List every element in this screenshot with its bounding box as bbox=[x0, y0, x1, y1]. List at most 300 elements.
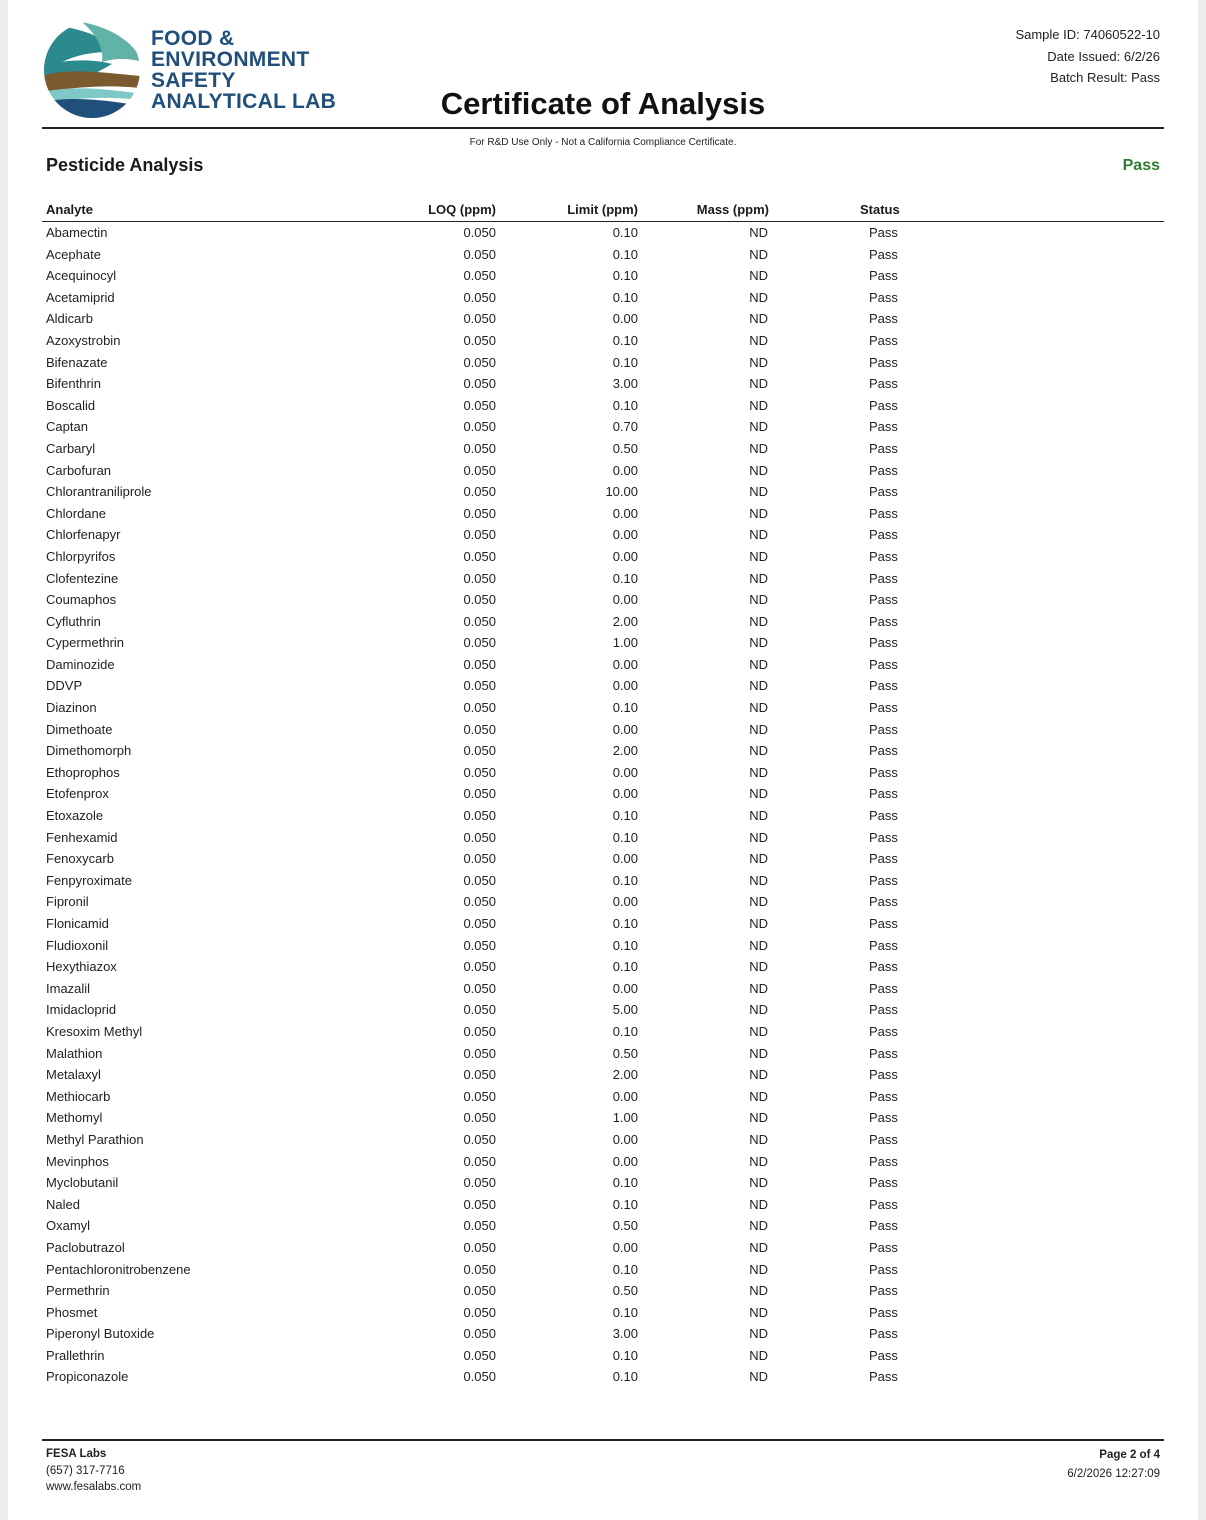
loq-cell: 0.050 bbox=[463, 1261, 496, 1277]
status-cell: Pass bbox=[869, 829, 898, 845]
loq-cell: 0.050 bbox=[463, 440, 496, 456]
analyte-cell: Fipronil bbox=[46, 894, 89, 910]
status-cell: Pass bbox=[869, 332, 898, 348]
footer-contact bbox=[46, 1446, 141, 1496]
limit-cell: 0.10 bbox=[612, 700, 638, 716]
section-title: Pesticide Analysis bbox=[46, 155, 204, 175]
status-cell: Pass bbox=[869, 1045, 898, 1061]
status-cell: Pass bbox=[869, 959, 898, 975]
limit-cell: 0.00 bbox=[612, 527, 638, 543]
sample-meta bbox=[1015, 24, 1160, 89]
limit-cell: 0.10 bbox=[612, 246, 638, 262]
table-row bbox=[42, 481, 1164, 503]
mass-cell: ND bbox=[749, 1261, 768, 1277]
mass-cell: ND bbox=[749, 332, 768, 348]
document-page bbox=[8, 0, 1198, 1520]
table-row bbox=[42, 632, 1164, 654]
table-row bbox=[42, 1107, 1164, 1129]
limit-cell: 0.50 bbox=[612, 1218, 638, 1234]
analyte-cell: Fenoxycarb bbox=[46, 851, 114, 867]
mass-cell: ND bbox=[749, 1239, 768, 1255]
table-row bbox=[42, 675, 1164, 697]
loq-cell: 0.050 bbox=[463, 613, 496, 629]
logo-line: ENVIRONMENT bbox=[151, 48, 310, 71]
mass-cell: ND bbox=[749, 656, 768, 672]
status-cell: Pass bbox=[869, 1023, 898, 1039]
loq-cell: 0.050 bbox=[463, 743, 496, 759]
loq-cell: 0.050 bbox=[463, 1131, 496, 1147]
limit-cell: 0.00 bbox=[612, 462, 638, 478]
analyte-cell: Daminozide bbox=[46, 656, 115, 672]
column-header-limit: Limit (ppm) bbox=[567, 202, 638, 217]
status-cell: Pass bbox=[869, 700, 898, 716]
mass-cell: ND bbox=[749, 1175, 768, 1191]
analyte-cell: Permethrin bbox=[46, 1283, 110, 1299]
analyte-cell: Oxamyl bbox=[46, 1218, 91, 1234]
limit-cell: 0.10 bbox=[612, 570, 638, 586]
loq-cell: 0.050 bbox=[463, 656, 496, 672]
analyte-cell: Clofentezine bbox=[46, 570, 119, 586]
analyte-cell: Chlorpyrifos bbox=[46, 548, 116, 564]
status-cell: Pass bbox=[869, 505, 898, 521]
table-row bbox=[42, 783, 1164, 805]
loq-cell: 0.050 bbox=[463, 1153, 496, 1169]
limit-cell: 0.50 bbox=[612, 440, 638, 456]
table-row bbox=[42, 1194, 1164, 1216]
status-cell: Pass bbox=[869, 656, 898, 672]
analyte-cell: Propiconazole bbox=[46, 1369, 129, 1385]
loq-cell: 0.050 bbox=[463, 505, 496, 521]
limit-cell: 0.10 bbox=[612, 808, 638, 824]
table-row bbox=[42, 1086, 1164, 1108]
table-row bbox=[42, 265, 1164, 287]
table-row bbox=[42, 1043, 1164, 1065]
status-cell: Pass bbox=[869, 980, 898, 996]
mass-cell: ND bbox=[749, 1110, 768, 1126]
header-divider bbox=[42, 127, 1164, 129]
status-cell: Pass bbox=[869, 1002, 898, 1018]
table-row bbox=[42, 287, 1164, 309]
limit-cell: 1.00 bbox=[612, 635, 638, 651]
status-cell: Pass bbox=[869, 916, 898, 931]
status-cell: Pass bbox=[869, 1218, 898, 1234]
table-row bbox=[42, 1151, 1164, 1173]
table-row bbox=[42, 891, 1164, 913]
table-row bbox=[42, 395, 1164, 417]
limit-cell: 0.70 bbox=[612, 419, 638, 435]
table-row bbox=[42, 373, 1164, 395]
mass-cell: ND bbox=[749, 592, 768, 608]
analyte-cell: Methomyl bbox=[46, 1110, 103, 1126]
limit-cell: 10.00 bbox=[605, 484, 638, 500]
table-row bbox=[42, 416, 1164, 438]
limit-cell: 1.00 bbox=[612, 1110, 638, 1126]
loq-cell: 0.050 bbox=[463, 959, 496, 975]
status-cell: Pass bbox=[869, 1304, 898, 1320]
logo-line: FOOD & bbox=[151, 27, 235, 50]
limit-cell: 0.00 bbox=[612, 311, 638, 327]
analyte-cell: Azoxystrobin bbox=[46, 332, 121, 348]
loq-cell: 0.050 bbox=[463, 700, 496, 716]
table-row bbox=[42, 222, 1164, 244]
loq-cell: 0.050 bbox=[463, 678, 496, 694]
analyte-cell: Mevinphos bbox=[46, 1153, 109, 1169]
loq-cell: 0.050 bbox=[463, 570, 496, 586]
table-row bbox=[42, 568, 1164, 590]
analyte-cell: Chlorfenapyr bbox=[46, 527, 121, 543]
status-cell: Pass bbox=[869, 786, 898, 802]
column-header-loq: LOQ (ppm) bbox=[428, 202, 496, 217]
status-cell: Pass bbox=[869, 1067, 898, 1083]
mass-cell: ND bbox=[749, 376, 768, 392]
limit-cell: 0.00 bbox=[612, 1239, 638, 1255]
loq-cell: 0.050 bbox=[463, 1304, 496, 1320]
table-row bbox=[42, 1280, 1164, 1302]
analyte-cell: Kresoxim Methyl bbox=[46, 1023, 143, 1039]
status-cell: Pass bbox=[869, 1283, 898, 1299]
analyte-cell: Malathion bbox=[46, 1045, 103, 1061]
table-row bbox=[42, 503, 1164, 525]
mass-cell: ND bbox=[749, 311, 768, 327]
loq-cell: 0.050 bbox=[463, 1002, 496, 1018]
analyte-cell: Flonicamid bbox=[46, 916, 109, 931]
limit-cell: 2.00 bbox=[612, 613, 638, 629]
analyte-cell: Imazalil bbox=[46, 980, 91, 996]
status-cell: Pass bbox=[869, 246, 898, 262]
limit-cell: 0.00 bbox=[612, 894, 638, 910]
analyte-cell: Metalaxyl bbox=[46, 1067, 101, 1083]
status-cell: Pass bbox=[869, 527, 898, 543]
print-timestamp: 6/2/2026 12:27:09 bbox=[1067, 1468, 1160, 1480]
status-cell: Pass bbox=[869, 354, 898, 370]
mass-cell: ND bbox=[749, 440, 768, 456]
limit-cell: 0.10 bbox=[612, 289, 638, 305]
mass-cell: ND bbox=[749, 1131, 768, 1147]
mass-cell: ND bbox=[749, 635, 768, 651]
status-cell: Pass bbox=[869, 225, 898, 240]
mass-cell: ND bbox=[749, 872, 768, 888]
status-cell: Pass bbox=[869, 376, 898, 392]
mass-cell: ND bbox=[749, 289, 768, 305]
mass-cell: ND bbox=[749, 916, 768, 931]
analyte-cell: Naled bbox=[46, 1196, 80, 1212]
mass-cell: ND bbox=[749, 1347, 768, 1363]
sample-id: Sample ID: 74060522-10 bbox=[1015, 27, 1160, 42]
status-cell: Pass bbox=[869, 592, 898, 608]
loq-cell: 0.050 bbox=[463, 764, 496, 780]
mass-cell: ND bbox=[749, 851, 768, 867]
table-row bbox=[42, 1172, 1164, 1194]
loq-cell: 0.050 bbox=[463, 527, 496, 543]
table-row bbox=[42, 308, 1164, 330]
analyte-cell: Bifenthrin bbox=[46, 376, 101, 392]
limit-cell: 0.10 bbox=[612, 268, 638, 284]
loq-cell: 0.050 bbox=[463, 1347, 496, 1363]
table-row bbox=[42, 848, 1164, 870]
table-row bbox=[42, 1129, 1164, 1151]
table-row bbox=[42, 1064, 1164, 1086]
loq-cell: 0.050 bbox=[463, 1088, 496, 1104]
table-row bbox=[42, 1345, 1164, 1367]
loq-cell: 0.050 bbox=[463, 225, 496, 240]
analyte-cell: Hexythiazox bbox=[46, 959, 117, 975]
mass-cell: ND bbox=[749, 484, 768, 500]
limit-cell: 0.00 bbox=[612, 1153, 638, 1169]
table-header bbox=[42, 202, 1164, 222]
loq-cell: 0.050 bbox=[463, 592, 496, 608]
loq-cell: 0.050 bbox=[463, 786, 496, 802]
limit-cell: 0.10 bbox=[612, 1023, 638, 1039]
analyte-cell: Coumaphos bbox=[46, 592, 117, 608]
loq-cell: 0.050 bbox=[463, 872, 496, 888]
logo-line: SAFETY bbox=[151, 69, 236, 92]
loq-cell: 0.050 bbox=[463, 808, 496, 824]
mass-cell: ND bbox=[749, 1326, 768, 1342]
limit-cell: 0.10 bbox=[612, 1261, 638, 1277]
limit-cell: 3.00 bbox=[612, 1326, 638, 1342]
mass-cell: ND bbox=[749, 808, 768, 824]
analyte-cell: Methyl Parathion bbox=[46, 1131, 144, 1147]
analyte-cell: Acephate bbox=[46, 246, 101, 262]
limit-cell: 0.00 bbox=[612, 786, 638, 802]
loq-cell: 0.050 bbox=[463, 916, 496, 931]
status-cell: Pass bbox=[869, 678, 898, 694]
table-row bbox=[42, 589, 1164, 611]
table-row bbox=[42, 1259, 1164, 1281]
status-cell: Pass bbox=[869, 1175, 898, 1191]
mass-cell: ND bbox=[749, 246, 768, 262]
analyte-cell: Etoxazole bbox=[46, 808, 104, 824]
mass-cell: ND bbox=[749, 894, 768, 910]
status-cell: Pass bbox=[869, 851, 898, 867]
results-table-body bbox=[42, 222, 1164, 1388]
limit-cell: 0.50 bbox=[612, 1045, 638, 1061]
column-header-mass: Mass (ppm) bbox=[696, 202, 769, 217]
mass-cell: ND bbox=[749, 613, 768, 629]
limit-cell: 0.10 bbox=[612, 397, 638, 413]
table-row bbox=[42, 935, 1164, 957]
page-number: Page 2 of 4 bbox=[1099, 1449, 1160, 1461]
analyte-cell: Boscalid bbox=[46, 397, 96, 413]
table-row bbox=[42, 870, 1164, 892]
footer-divider bbox=[42, 1439, 1164, 1441]
analyte-cell: Carbaryl bbox=[46, 440, 96, 456]
limit-cell: 0.00 bbox=[612, 505, 638, 521]
status-cell: Pass bbox=[869, 937, 898, 953]
mass-cell: ND bbox=[749, 786, 768, 802]
status-cell: Pass bbox=[869, 462, 898, 478]
analyte-cell: Phosmet bbox=[46, 1304, 98, 1320]
table-row bbox=[42, 805, 1164, 827]
loq-cell: 0.050 bbox=[463, 1218, 496, 1234]
loq-cell: 0.050 bbox=[463, 721, 496, 737]
loq-cell: 0.050 bbox=[463, 289, 496, 305]
analyte-cell: Chlordane bbox=[46, 505, 106, 521]
analyte-cell: Etofenprox bbox=[46, 786, 109, 802]
table-row bbox=[42, 244, 1164, 266]
analyte-cell: Chlorantraniliprole bbox=[46, 484, 152, 500]
loq-cell: 0.050 bbox=[463, 635, 496, 651]
analyte-cell: Cyfluthrin bbox=[46, 613, 101, 629]
analyte-cell: Carbofuran bbox=[46, 462, 112, 478]
limit-cell: 0.00 bbox=[612, 678, 638, 694]
limit-cell: 0.00 bbox=[612, 721, 638, 737]
limit-cell: 0.10 bbox=[612, 937, 638, 953]
table-row bbox=[42, 999, 1164, 1021]
loq-cell: 0.050 bbox=[463, 894, 496, 910]
table-row bbox=[42, 1237, 1164, 1259]
limit-cell: 0.10 bbox=[612, 225, 638, 240]
loq-cell: 0.050 bbox=[463, 1045, 496, 1061]
analyte-cell: Abamectin bbox=[46, 225, 108, 240]
mass-cell: ND bbox=[749, 980, 768, 996]
status-cell: Pass bbox=[869, 484, 898, 500]
table-row bbox=[42, 740, 1164, 762]
table-row bbox=[42, 1366, 1164, 1388]
limit-cell: 2.00 bbox=[612, 1067, 638, 1083]
mass-cell: ND bbox=[749, 1218, 768, 1234]
status-cell: Pass bbox=[869, 1153, 898, 1169]
column-header-status: Status bbox=[860, 202, 900, 217]
limit-cell: 0.00 bbox=[612, 656, 638, 672]
table-row bbox=[42, 1215, 1164, 1237]
mass-cell: ND bbox=[749, 354, 768, 370]
mass-cell: ND bbox=[749, 937, 768, 953]
loq-cell: 0.050 bbox=[463, 376, 496, 392]
mass-cell: ND bbox=[749, 1153, 768, 1169]
status-cell: Pass bbox=[869, 635, 898, 651]
mass-cell: ND bbox=[749, 1304, 768, 1320]
column-header-analyte: Analyte bbox=[46, 202, 93, 217]
limit-cell: 0.10 bbox=[612, 829, 638, 845]
limit-cell: 0.00 bbox=[612, 764, 638, 780]
limit-cell: 0.00 bbox=[612, 1088, 638, 1104]
status-cell: Pass bbox=[869, 1131, 898, 1147]
status-cell: Pass bbox=[869, 743, 898, 759]
mass-cell: ND bbox=[749, 829, 768, 845]
status-cell: Pass bbox=[869, 764, 898, 780]
table-row bbox=[42, 719, 1164, 741]
status-cell: Pass bbox=[869, 1239, 898, 1255]
limit-cell: 0.10 bbox=[612, 1304, 638, 1320]
table-row bbox=[42, 762, 1164, 784]
limit-cell: 0.10 bbox=[612, 916, 638, 931]
limit-cell: 0.10 bbox=[612, 1347, 638, 1363]
loq-cell: 0.050 bbox=[463, 268, 496, 284]
company-website: www.fesalabs.com bbox=[46, 1481, 142, 1493]
status-cell: Pass bbox=[869, 289, 898, 305]
mass-cell: ND bbox=[749, 527, 768, 543]
limit-cell: 0.10 bbox=[612, 959, 638, 975]
mass-cell: ND bbox=[749, 678, 768, 694]
mass-cell: ND bbox=[749, 1088, 768, 1104]
loq-cell: 0.050 bbox=[463, 246, 496, 262]
table-row bbox=[42, 546, 1164, 568]
mass-cell: ND bbox=[749, 1067, 768, 1083]
table-row bbox=[42, 438, 1164, 460]
limit-cell: 0.00 bbox=[612, 1131, 638, 1147]
mass-cell: ND bbox=[749, 764, 768, 780]
loq-cell: 0.050 bbox=[463, 937, 496, 953]
table-row bbox=[42, 352, 1164, 374]
limit-cell: 5.00 bbox=[612, 1002, 638, 1018]
analyte-cell: Aldicarb bbox=[46, 311, 93, 327]
loq-cell: 0.050 bbox=[463, 419, 496, 435]
status-cell: Pass bbox=[869, 397, 898, 413]
table-row bbox=[42, 956, 1164, 978]
mass-cell: ND bbox=[749, 268, 768, 284]
analyte-cell: Dimethomorph bbox=[46, 743, 132, 759]
logo-line: ANALYTICAL LAB bbox=[151, 90, 337, 113]
limit-cell: 0.10 bbox=[612, 1175, 638, 1191]
limit-cell: 0.10 bbox=[612, 332, 638, 348]
table-row bbox=[42, 611, 1164, 633]
limit-cell: 0.10 bbox=[612, 1196, 638, 1212]
status-cell: Pass bbox=[869, 721, 898, 737]
loq-cell: 0.050 bbox=[463, 1369, 496, 1385]
loq-cell: 0.050 bbox=[463, 397, 496, 413]
status-cell: Pass bbox=[869, 1326, 898, 1342]
document-title: Certificate of Analysis bbox=[440, 86, 766, 121]
status-cell: Pass bbox=[869, 1088, 898, 1104]
analyte-cell: Dimethoate bbox=[46, 721, 113, 737]
table-row bbox=[42, 460, 1164, 482]
limit-cell: 3.00 bbox=[612, 376, 638, 392]
loq-cell: 0.050 bbox=[463, 980, 496, 996]
table-row bbox=[42, 524, 1164, 546]
loq-cell: 0.050 bbox=[463, 1067, 496, 1083]
status-cell: Pass bbox=[869, 808, 898, 824]
mass-cell: ND bbox=[749, 1002, 768, 1018]
footer-page-info bbox=[1067, 1446, 1160, 1484]
table-row bbox=[42, 330, 1164, 352]
mass-cell: ND bbox=[749, 548, 768, 564]
loq-cell: 0.050 bbox=[463, 484, 496, 500]
limit-cell: 0.00 bbox=[612, 851, 638, 867]
analyte-cell: Fenpyroximate bbox=[46, 872, 132, 888]
loq-cell: 0.050 bbox=[463, 829, 496, 845]
compliance-note: For R&D Use Only - Not a California Compliance Certificate. bbox=[469, 137, 737, 148]
table-row bbox=[42, 913, 1164, 935]
loq-cell: 0.050 bbox=[463, 548, 496, 564]
analyte-cell: Cypermethrin bbox=[46, 635, 125, 651]
company-name: FESA Labs bbox=[46, 1448, 107, 1460]
loq-cell: 0.050 bbox=[463, 462, 496, 478]
mass-cell: ND bbox=[749, 1283, 768, 1299]
section-result-badge: Pass bbox=[1122, 157, 1160, 174]
analyte-cell: Methiocarb bbox=[46, 1088, 111, 1104]
mass-cell: ND bbox=[749, 1369, 768, 1385]
analyte-cell: Prallethrin bbox=[46, 1347, 105, 1363]
batch-result: Batch Result: Pass bbox=[1050, 70, 1160, 85]
status-cell: Pass bbox=[869, 1347, 898, 1363]
analyte-cell: Acequinocyl bbox=[46, 268, 117, 284]
loq-cell: 0.050 bbox=[463, 1283, 496, 1299]
status-cell: Pass bbox=[869, 570, 898, 586]
mass-cell: ND bbox=[749, 225, 768, 240]
status-cell: Pass bbox=[869, 548, 898, 564]
loq-cell: 0.050 bbox=[463, 332, 496, 348]
mass-cell: ND bbox=[749, 462, 768, 478]
loq-cell: 0.050 bbox=[463, 1239, 496, 1255]
loq-cell: 0.050 bbox=[463, 1326, 496, 1342]
loq-cell: 0.050 bbox=[463, 1196, 496, 1212]
analyte-cell: Paclobutrazol bbox=[46, 1239, 125, 1255]
status-cell: Pass bbox=[869, 440, 898, 456]
status-cell: Pass bbox=[869, 1110, 898, 1126]
mass-cell: ND bbox=[749, 1045, 768, 1061]
analyte-cell: Imidacloprid bbox=[46, 1002, 117, 1018]
